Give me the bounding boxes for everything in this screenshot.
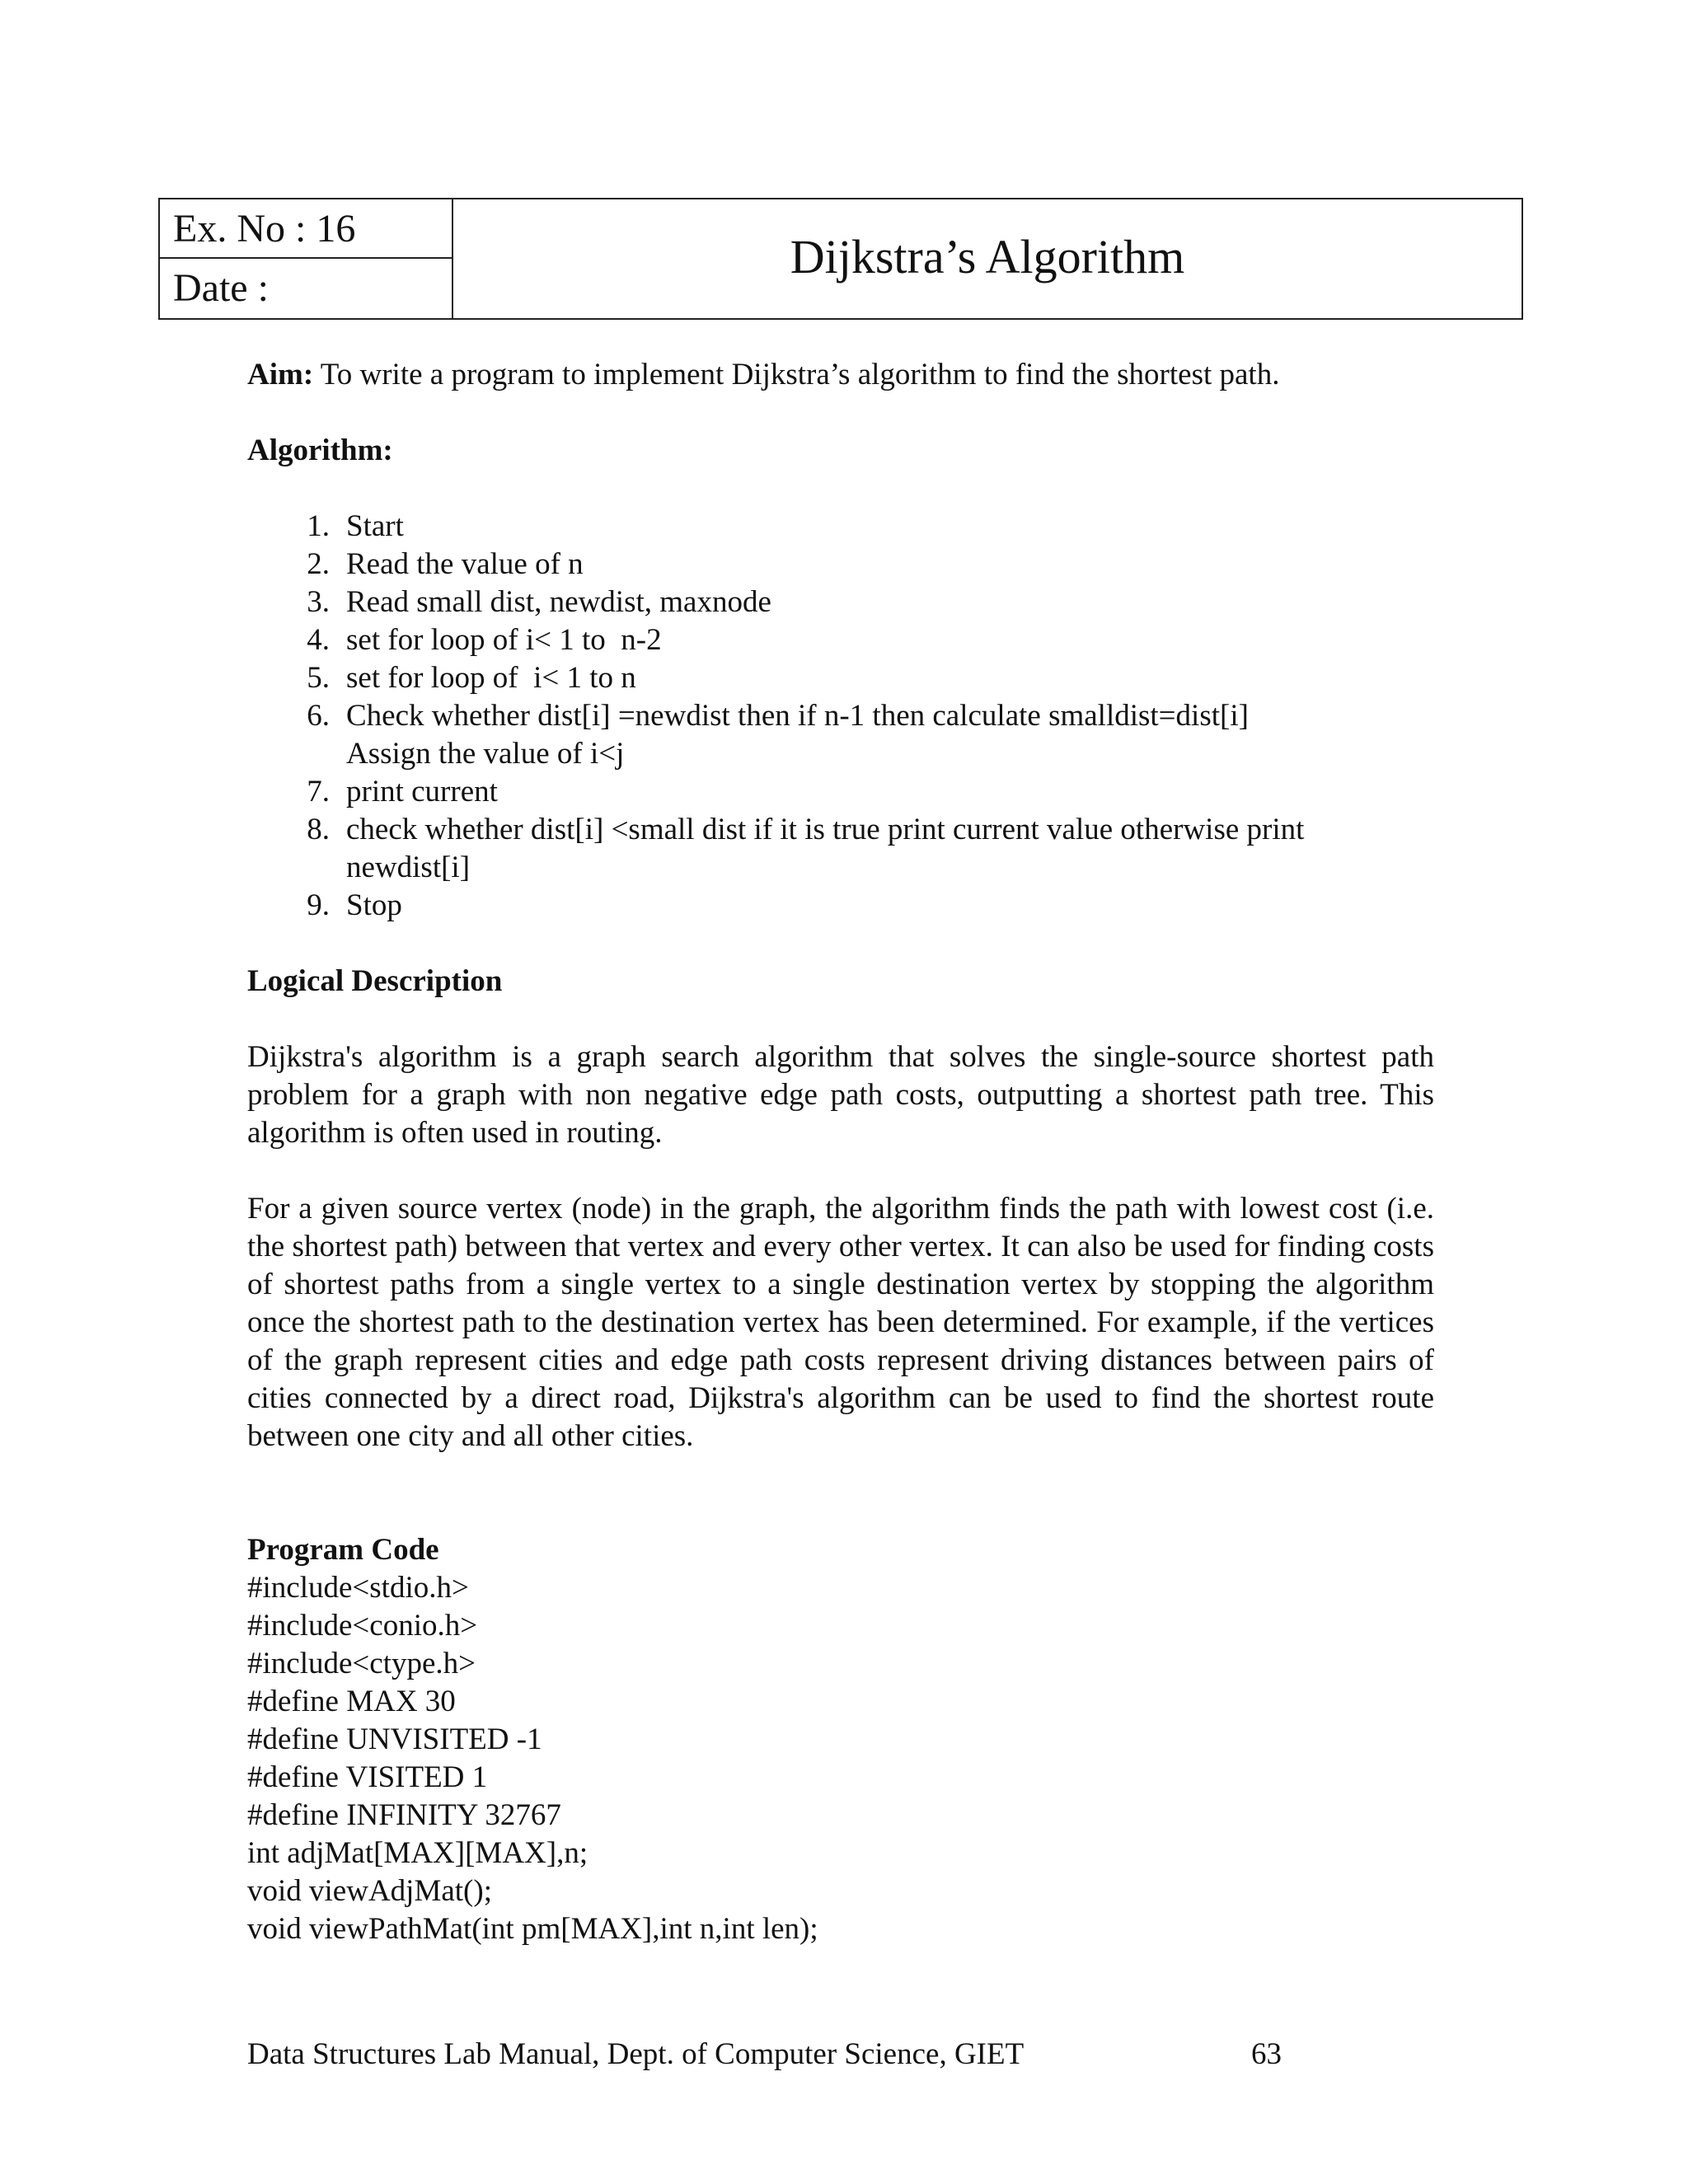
list-item: 6. Check whether dist[i] =newdist then if n-1 then calculate smalldist=dist[i] Assign the value of i<j xyxy=(307,699,1249,771)
list-item: 4. set for loop of i< 1 to n-2 xyxy=(307,623,662,657)
description-paragraph-2: For a given source vertex (node) in the graph, the algorithm finds the path with lowest cost (i.e. the shortest path) between that vertex and every other vertex. It can also be used for finding costs of shortest paths from a single vertex to a single destination vertex by stopping the algorithm once the shortest path to the destination vertex has been determined. For example, if the vertices of the graph represent cities and edge path costs represent driving distances between pairs of cities connected by a direct road, Dijkstra's algorithm can be used to find the shortest route between one city and all other cities. xyxy=(247,1192,1434,1453)
exercise-number: Ex. No : 16 xyxy=(160,199,452,259)
program-code-heading: Program Code xyxy=(247,1533,439,1567)
code-line: #include<conio.h> xyxy=(247,1609,478,1643)
exercise-header-table xyxy=(158,198,1523,320)
list-item: 9. Stop xyxy=(307,888,402,922)
code-line: #define VISITED 1 xyxy=(247,1760,488,1794)
list-item: 5. set for loop of i< 1 to n xyxy=(307,661,636,695)
page-title: Dijkstra’s Algorithm xyxy=(790,229,1185,284)
document-body xyxy=(247,356,1434,1948)
code-line: #define INFINITY 32767 xyxy=(247,1798,561,1832)
aim-label: Aim: xyxy=(247,358,314,391)
code-line: #include<stdio.h> xyxy=(247,1571,469,1605)
list-item: 3. Read small dist, newdist, maxnode xyxy=(307,585,771,619)
list-item: 7. print current xyxy=(307,775,498,808)
code-line: #define MAX 30 xyxy=(247,1685,456,1718)
header-left-column xyxy=(160,199,453,318)
list-item: 2. Read the value of n xyxy=(307,547,584,581)
aim-text: To write a program to implement Dijkstra’s algorithm to find the shortest path. xyxy=(313,358,1280,391)
code-line: int adjMat[MAX][MAX],n; xyxy=(247,1836,588,1870)
code-line: void viewPathMat(int pm[MAX],int n,int len); xyxy=(247,1912,818,1946)
exercise-date: Date : xyxy=(173,266,269,310)
code-line: #define UNVISITED -1 xyxy=(247,1722,542,1756)
code-line: #include<ctype.h> xyxy=(247,1647,476,1680)
code-line: void viewAdjMat(); xyxy=(247,1874,492,1908)
algorithm-heading: Algorithm: xyxy=(247,434,393,467)
page-footer xyxy=(247,2036,1418,2074)
list-item: 8. check whether dist[i] <small dist if it is true print current value otherwise print newdist[i] xyxy=(307,813,1305,884)
list-item: 1. Start xyxy=(307,509,404,543)
program-code-block xyxy=(247,1569,1434,1948)
logical-description-heading: Logical Description xyxy=(247,964,503,998)
footer-text: Data Structures Lab Manual, Dept. of Computer Science, GIET xyxy=(247,2037,1025,2071)
aim-paragraph xyxy=(247,356,1434,394)
page-number: 63 xyxy=(1251,2037,1282,2071)
description-paragraph-1: Dijkstra's algorithm is a graph search algorithm that solves the single-source shortest path problem for a graph with non negative edge path costs, outputting a shortest path tree. This algorithm is often used in routing. xyxy=(247,1040,1434,1150)
algorithm-steps-list xyxy=(247,508,1434,925)
